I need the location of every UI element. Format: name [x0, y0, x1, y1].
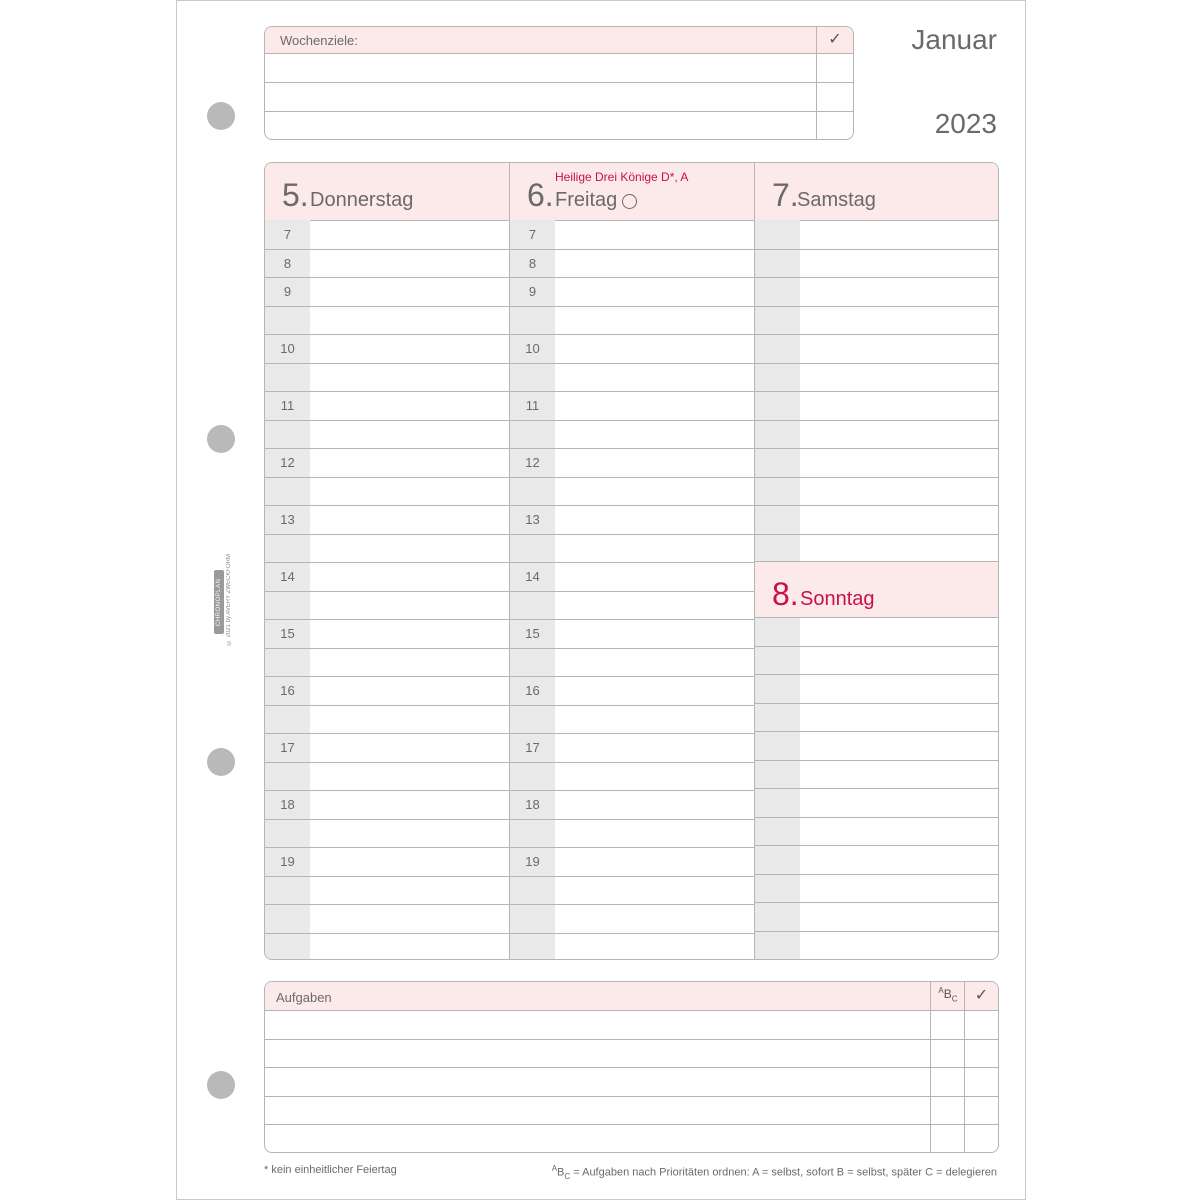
time-slot[interactable]	[311, 277, 509, 305]
slot-line	[755, 902, 998, 903]
slot-line	[755, 448, 998, 449]
time-slot[interactable]	[311, 619, 509, 647]
column-divider	[754, 163, 755, 959]
time-slot[interactable]	[556, 448, 754, 476]
day-column-thursday	[265, 163, 509, 959]
hour-label: 10	[280, 341, 295, 356]
time-slot[interactable]	[556, 705, 754, 733]
time-slot[interactable]	[311, 562, 509, 590]
hour-label: 9	[528, 284, 537, 299]
time-slot[interactable]	[556, 277, 754, 305]
brand-copyright: © 2021 by AVERY ZWECKFORM	[226, 554, 232, 646]
slot-line	[755, 703, 998, 704]
goal-row[interactable]	[265, 54, 853, 83]
time-slot[interactable]	[311, 933, 509, 961]
time-slot[interactable]	[311, 420, 509, 448]
priority-b: B	[943, 987, 952, 1001]
slot-line	[755, 674, 998, 675]
legend-a: A	[551, 1164, 558, 1173]
weekly-goals-header	[265, 27, 853, 54]
slot-line	[755, 534, 998, 535]
time-slot[interactable]	[311, 220, 509, 248]
year-title: 2023	[934, 108, 997, 139]
tasks-box	[264, 981, 999, 1153]
day-number: 8.	[772, 576, 799, 612]
time-slot[interactable]	[556, 420, 754, 448]
punch-hole	[207, 1071, 235, 1099]
task-row[interactable]	[265, 1125, 930, 1152]
legend-c: C	[564, 1171, 571, 1181]
sunday-header	[755, 562, 998, 618]
weekly-goals-label: Wochenziele:	[280, 33, 358, 48]
divider	[816, 27, 817, 139]
hour-label: 12	[280, 455, 295, 470]
time-slot[interactable]	[556, 534, 754, 562]
time-slot[interactable]	[556, 847, 754, 875]
hour-label: 10	[525, 341, 540, 356]
time-slot[interactable]	[311, 363, 509, 391]
priority-a: A	[938, 986, 944, 995]
day-column-friday	[510, 163, 754, 959]
days-grid	[264, 162, 999, 960]
day-number: 7.	[772, 177, 799, 213]
time-slot[interactable]	[556, 505, 754, 533]
hour-label: 16	[525, 683, 540, 698]
task-row[interactable]	[265, 1011, 930, 1038]
weekly-goals-box	[264, 26, 854, 140]
day-header	[510, 163, 754, 221]
slot-line	[755, 420, 998, 421]
punch-hole	[207, 102, 235, 130]
time-slot[interactable]	[556, 249, 754, 277]
hour-label: 12	[525, 455, 540, 470]
task-row[interactable]	[265, 1097, 930, 1124]
slot-line	[755, 306, 998, 307]
hour-label: 8	[283, 255, 292, 271]
hour-label: 16	[280, 683, 295, 698]
slot-line	[755, 505, 998, 506]
slot-line	[755, 391, 998, 392]
hour-label: 14	[525, 569, 540, 584]
time-slot[interactable]	[556, 562, 754, 590]
time-slot[interactable]	[556, 591, 754, 619]
time-slot[interactable]	[556, 391, 754, 419]
slot-line	[755, 731, 998, 732]
task-row[interactable]	[265, 1040, 930, 1067]
slot-line	[755, 817, 998, 818]
time-slot[interactable]	[311, 819, 509, 847]
time-slot[interactable]	[311, 648, 509, 676]
slot-line	[755, 845, 998, 846]
time-slot[interactable]	[311, 762, 509, 790]
time-slot[interactable]	[311, 591, 509, 619]
check-icon: ✓	[974, 987, 989, 1004]
hour-label: 13	[280, 512, 295, 527]
punch-hole	[207, 748, 235, 776]
time-slot[interactable]	[311, 534, 509, 562]
day-column-saturday	[755, 163, 998, 959]
time-slot[interactable]	[311, 790, 509, 818]
time-slot[interactable]	[556, 220, 754, 248]
legend-b: B	[557, 1166, 565, 1179]
hour-label: 19	[280, 854, 295, 869]
priority-legend	[552, 1164, 997, 1181]
priority-c: C	[951, 994, 958, 1004]
time-slot[interactable]	[556, 876, 754, 904]
time-slot[interactable]	[311, 391, 509, 419]
time-slot[interactable]	[556, 334, 754, 362]
footnote: * kein einheitlicher Feiertag	[264, 1164, 397, 1176]
slot-line	[755, 931, 998, 932]
circle-icon	[622, 194, 637, 209]
hour-label: 17	[280, 740, 295, 755]
hour-label: 15	[280, 626, 295, 641]
hour-label: 11	[525, 398, 540, 413]
brand-name: CHRONOPLAN	[214, 570, 224, 634]
time-slot[interactable]	[556, 676, 754, 704]
slot-line	[755, 646, 998, 647]
time-slot[interactable]	[311, 733, 509, 761]
slot-line	[755, 249, 998, 250]
task-row[interactable]	[265, 1068, 930, 1095]
time-slot[interactable]	[556, 648, 754, 676]
slot-line	[755, 334, 998, 335]
hour-label: 18	[280, 797, 295, 812]
priority-column-header	[931, 986, 965, 1003]
hour-label: 11	[280, 398, 295, 413]
hour-label: 9	[283, 284, 292, 299]
time-slot[interactable]	[556, 733, 754, 761]
legend-text: = Aufgaben nach Prioritäten ordnen: A = selbst, sofort B = selbst, später C = delegieren	[570, 1166, 997, 1179]
check-icon: ✓	[828, 31, 842, 48]
time-slot[interactable]	[556, 363, 754, 391]
time-slot[interactable]	[311, 477, 509, 505]
hour-label: 17	[525, 740, 540, 755]
time-slot[interactable]	[311, 705, 509, 733]
time-slot[interactable]	[311, 676, 509, 704]
tasks-label: Aufgaben	[276, 990, 332, 1005]
month-title: Januar	[911, 24, 997, 55]
column-divider	[509, 163, 510, 959]
slot-line	[755, 477, 998, 478]
day-name: Freitag	[555, 189, 618, 211]
day-name: Sonntag	[800, 588, 875, 610]
time-slot[interactable]	[311, 249, 509, 277]
brand-mark	[214, 554, 240, 650]
time-slot[interactable]	[311, 448, 509, 476]
goal-row[interactable]	[265, 112, 853, 140]
day-name: Samstag	[797, 189, 876, 211]
time-slot[interactable]	[556, 790, 754, 818]
time-slot[interactable]	[556, 933, 754, 961]
time-slot[interactable]	[556, 762, 754, 790]
goal-row[interactable]	[265, 83, 853, 112]
time-slot[interactable]	[311, 306, 509, 334]
time-slot[interactable]	[311, 904, 509, 932]
hour-label: 8	[528, 255, 537, 271]
slot-line	[755, 788, 998, 789]
tasks-header	[265, 982, 998, 1011]
day-number: 6.	[527, 177, 554, 213]
time-slot[interactable]	[556, 819, 754, 847]
day-header	[265, 163, 509, 221]
time-slot[interactable]	[556, 306, 754, 334]
holiday-label: Heilige Drei Könige D*, A	[555, 170, 689, 184]
day-header	[755, 163, 998, 221]
slot-line	[755, 277, 998, 278]
hour-label: 7	[283, 227, 292, 242]
time-slot[interactable]	[556, 619, 754, 647]
hour-label: 19	[525, 854, 540, 869]
time-slot[interactable]	[311, 334, 509, 362]
hour-label: 7	[528, 227, 537, 242]
day-name: Donnerstag	[310, 189, 414, 211]
hour-label: 13	[525, 512, 540, 527]
time-slot[interactable]	[556, 477, 754, 505]
time-slot[interactable]	[556, 904, 754, 932]
time-slot[interactable]	[311, 876, 509, 904]
hour-label: 15	[525, 626, 540, 641]
slot-line	[755, 874, 998, 875]
slot-line	[755, 760, 998, 761]
hour-label: 18	[525, 797, 540, 812]
slot-line	[755, 363, 998, 364]
time-slot[interactable]	[311, 505, 509, 533]
hour-strip	[755, 618, 800, 960]
hour-label: 14	[280, 569, 295, 584]
time-slot[interactable]	[311, 847, 509, 875]
punch-hole	[207, 425, 235, 453]
day-number: 5.	[282, 177, 309, 213]
